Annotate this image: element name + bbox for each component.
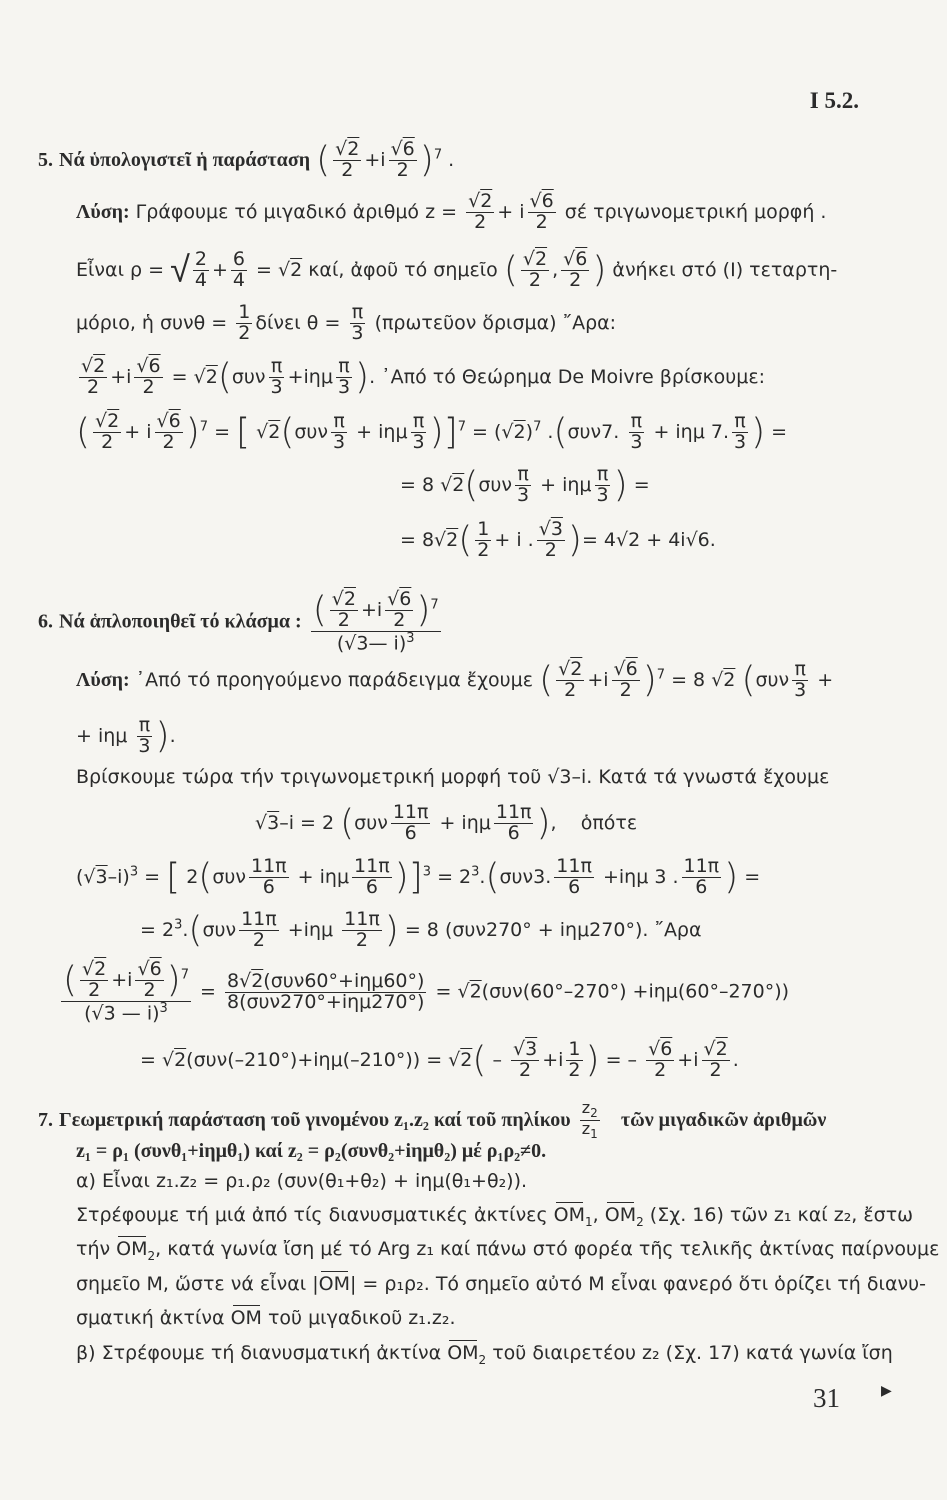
problem5-demoivre-1: ( $\frac{√2}{2}$ + i $\frac{√6}{2}$ )$^7$ = [ √2(συν $\frac{\pi}{3}$ + iημ $\frac{\pi}{3}$ )]$^7 = (√2)^7$ .(συν7. $\frac{\pi}{3}$ + iημ 7. $\frac{\pi}{3}$ ) = <box>76 410 788 453</box>
problem5-trig-form: $\frac{√2}{2}$ +i $\frac{√6}{2}$ = √2(συν $\frac{\pi}{3}$ +iημ $\frac{\pi}{3}$ ). ᾿Από τό Θεώρημα De Moivre βρίσκουμε: <box>81 355 766 398</box>
problem5-solution: Λύση: Γράφουμε τό μιγαδικό ἀριθμό z = $\frac{√2}{2}$ + i $\frac{√6}{2}$ σέ τριγωνομετρική μορφή . <box>76 190 827 233</box>
problem6-line2: + iημ $\frac{\pi}{3}$ ). <box>76 714 176 757</box>
problem7-p1: Στρέφουμε τή μιά ἀπό τίς διανυσματικές ἀκτίνες $OM_1$, $OM_2$ (Σχ. 16) τῶν z₁ καί z₂, ἔστω <box>76 1204 914 1229</box>
section-header: I 5.2. <box>809 88 859 113</box>
problem6-result: = √2(συν(–210°)+iημ(–210°)) = √2( – $\frac{√3}{2}$ +i $\frac{1}{2}$ ) = – $\frac{√6}{2}$ +i $\frac{√2}{2}$ . <box>140 1038 739 1081</box>
continue-mark-icon: ▶ <box>881 1383 892 1399</box>
problem5-demoivre-3: = 8√2( $\frac{1}{2}$ + i . $\frac{√3}{2}$ )= 4√2 + 4i√6. <box>400 518 716 561</box>
problem7-title2: z₁ = ρ₁ (συνθ₁+iημθ₁) καί z₂ = ρ₂(συνθ₂+iημθ₂) μέ ρ₁ρ₂≠0. <box>76 1140 547 1162</box>
problem7-a: α) Εἶναι z₁.z₂ = ρ₁.ρ₂ (συν(θ₁+θ₂) + iημ(θ₁+θ₂)). <box>76 1170 528 1192</box>
problem7-p4: σματική ἀκτίνα OM τοῦ μιγαδικοῦ z₁.z₂. <box>76 1307 456 1329</box>
problem5-demoivre-2: = 8 √2(συν $\frac{\pi}{3}$ + iημ $\frac{\pi}{3}$ ) = <box>400 463 650 506</box>
problem7-b: β) Στρέφουμε τή διανυσματική ἀκτίνα $OM_2$ τοῦ διαιρετέου z₂ (Σχ. 17) κατά γωνία ἴση <box>76 1342 893 1367</box>
problem7-p3: σημεῖο Μ, ὥστε νά εἶναι |OM| = ρ₁ρ₂. Τό σημεῖο αὐτό Μ εἶναι φανερό ὅτι ὁρίζει τή διανυ- <box>76 1273 926 1295</box>
problem7-p2: τήν $OM_2$, κατά γωνία ἴση μέ τό Arg z₁ καί πάνω στό φορέα τῆς τελικῆς ἀκτίνας παίρνουμε <box>76 1238 940 1263</box>
problem5-quadrant: μόριο, ἡ συνθ = $\frac{1}{2}$ δίνει θ = $\frac{\pi}{3}$ (πρωτεῦον ὅρισμα) ῎Αρα: <box>76 301 617 344</box>
problem5-title: 5. Νά ὑπολογιστεῖ ἡ παράσταση ( $\frac{√2}{2}$ +i $\frac{√6}{2}$ )$^7$ . <box>38 138 455 181</box>
problem5-rho: Εἶναι ρ = √ $\frac{2}{4}$ + $\frac{6}{4}$ = √2 καί, ἀφοῦ τό σημεῖο ( $\frac{√2}{2}$ , $\frac{√6}{2}$ ) ἀνήκει στό (Ι) τεταρτη- <box>76 248 838 291</box>
problem6-cube-1: $(√3-i)^3$ = [ 2(συν $\frac{11\pi}{6}$ + iημ $\frac{11\pi}{6}$ )]$^3 = 2^3.(\sigma\upsilon\nu 3$. $\frac{11\pi}{6}$ +iημ 3 . $\frac{11\pi}{6}$ ) = <box>76 855 761 898</box>
problem6-title: 6. Νά ἁπλοποιηθεῖ τό κλάσμα : ( $\frac{√2}{2}$ +i $\frac{√6}{2}$ )$^7$ (√3— i)$^3$ <box>38 588 439 655</box>
problem6-sqrt3-i: √3–i = 2 (συν $\frac{11\pi}{6}$ + iημ $\frac{11\pi}{6}$ ), ὁπότε <box>255 801 638 844</box>
problem6-cube-2: = $2^3.(\sigma\upsilon\nu$ $\frac{11\pi}{2}$ +iημ $\frac{11\pi}{2}$ ) = 8 (συν270° + iημ270°). ῎Αρα <box>140 908 702 951</box>
page-number: 31 <box>813 1383 840 1413</box>
problem7-title: 7. Γεωμετρική παράσταση τοῦ γινομένου z₁.z₂ καί τοῦ πηλίκου $\frac{z_2}{z_1}$ τῶν μιγαδικῶν ἀριθμῶν <box>38 1098 827 1141</box>
problem6-fraction: ( $\frac{√2}{2}$ +i $\frac{√6}{2}$ )$^7$ (√3 — i)$^3$ = 8√2(συν60°+iημ60°) 8(συν270°+iημ270°) = √2(συν(60°–270°) +iημ(60°–270°)) <box>63 958 790 1025</box>
problem6-solution: Λύση: ᾿Από τό προηγούμενο παράδειγμα ἔχουμε ( $\frac{√2}{2}$ +i $\frac{√6}{2}$ )$^7$ = 8 √2 (συν $\frac{\pi}{3}$ + <box>76 658 834 701</box>
problem6-find: Βρίσκουμε τώρα τήν τριγωνομετρική μορφή τοῦ √3–i. Κατά τά γνωστά ἔχουμε <box>76 766 830 788</box>
